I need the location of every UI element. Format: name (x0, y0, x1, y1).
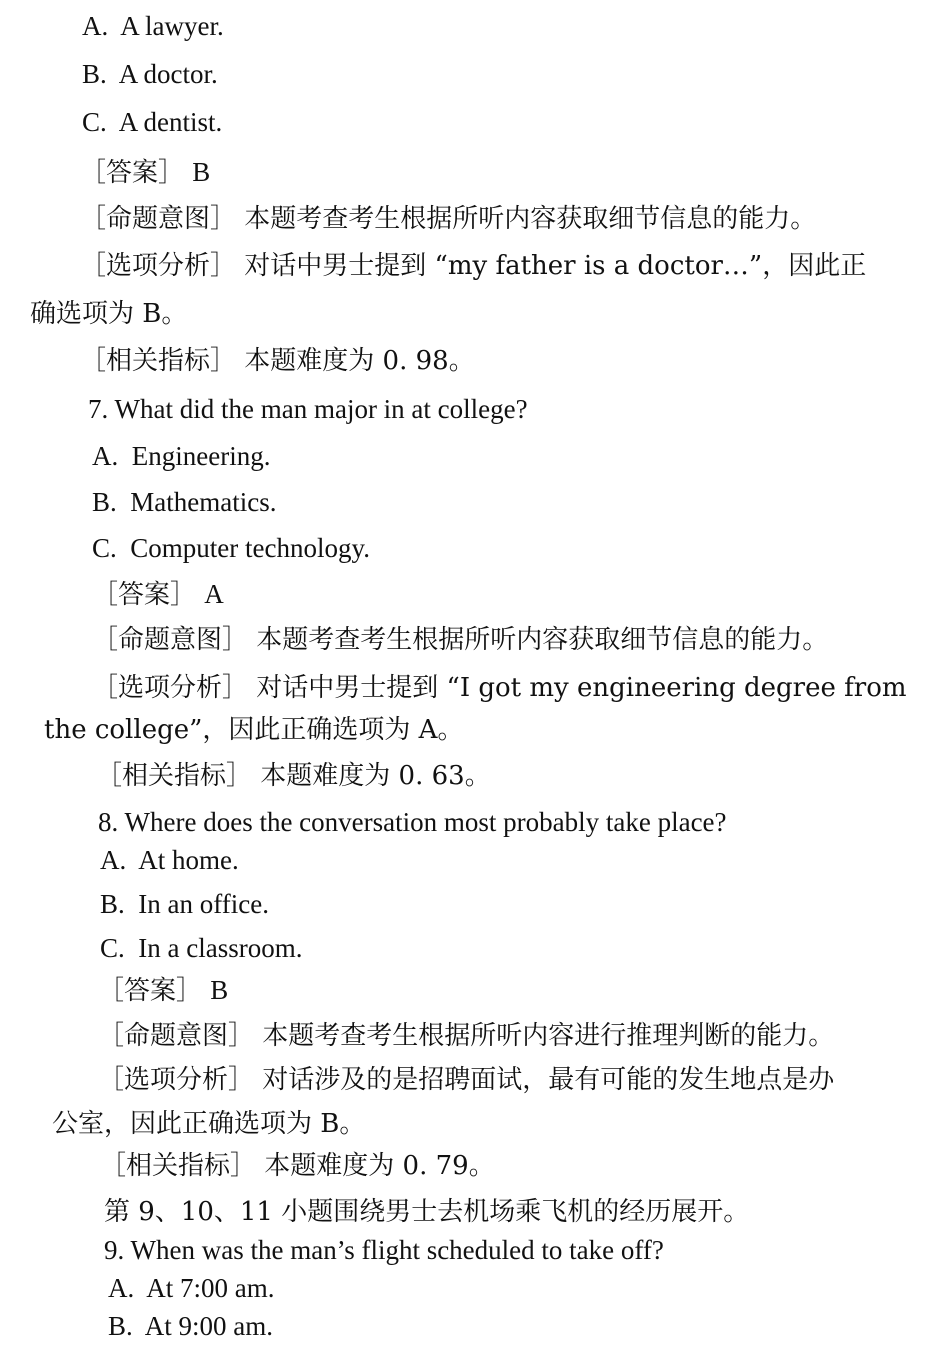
section-intro: 第 9、10、11 小题围绕男士去机场乘飞机的经历展开。 (104, 1197, 750, 1227)
option-line: C. Computer technology. (92, 533, 370, 563)
question-8: 8. Where does the conversation most probably take place? (98, 807, 727, 837)
intent-line: ［命题意图］ 本题考查考生根据所听内容获取细节信息的能力。 (92, 625, 829, 655)
analysis-continuation: 确选项为 B。 (30, 299, 188, 329)
question-7: 7. What did the man major in at college? (88, 394, 528, 424)
option-line: C. In a classroom. (100, 933, 303, 963)
option-line: B. Mathematics. (92, 487, 277, 517)
intent-line: ［命题意图］ 本题考查考生根据所听内容进行推理判断的能力。 (98, 1021, 835, 1051)
analysis-line: ［选项分析］ 对话涉及的是招聘面试，最有可能的发生地点是办 (98, 1065, 835, 1095)
option-line: A. Engineering. (92, 441, 271, 471)
answer-line: ［答案］ B (80, 157, 211, 188)
option-line: B. At 9:00 am. (108, 1311, 274, 1341)
analysis-line: ［选项分析］ 对话中男士提到 “my father is a doctor…”，因此正 (80, 251, 867, 281)
option-line: A. At 7:00 am. (108, 1273, 275, 1303)
analysis-continuation: 公室，因此正确选项为 B。 (52, 1109, 366, 1139)
option-line: A. At home. (100, 845, 239, 875)
option-line: A. A lawyer. (82, 11, 224, 41)
analysis-line: ［选项分析］ 对话中男士提到 “I got my engineering degree from (92, 673, 907, 703)
intent-line: ［命题意图］ 本题考查考生根据所听内容获取细节信息的能力。 (80, 204, 817, 234)
option-line: B. A doctor. (82, 59, 218, 89)
analysis-continuation: the college”，因此正确选项为 A。 (44, 715, 464, 745)
option-line: B. In an office. (100, 889, 269, 919)
option-line: C. A dentist. (82, 107, 223, 137)
question-9: 9. When was the man’s flight scheduled to take off? (104, 1235, 664, 1265)
answer-line: ［答案］ B (98, 975, 229, 1006)
metric-line: ［相关指标］ 本题难度为 0. 79。 (100, 1151, 495, 1181)
metric-line: ［相关指标］ 本题难度为 0. 63。 (96, 761, 491, 791)
answer-line: ［答案］ A (92, 579, 224, 610)
metric-line: ［相关指标］ 本题难度为 0. 98。 (80, 346, 475, 376)
